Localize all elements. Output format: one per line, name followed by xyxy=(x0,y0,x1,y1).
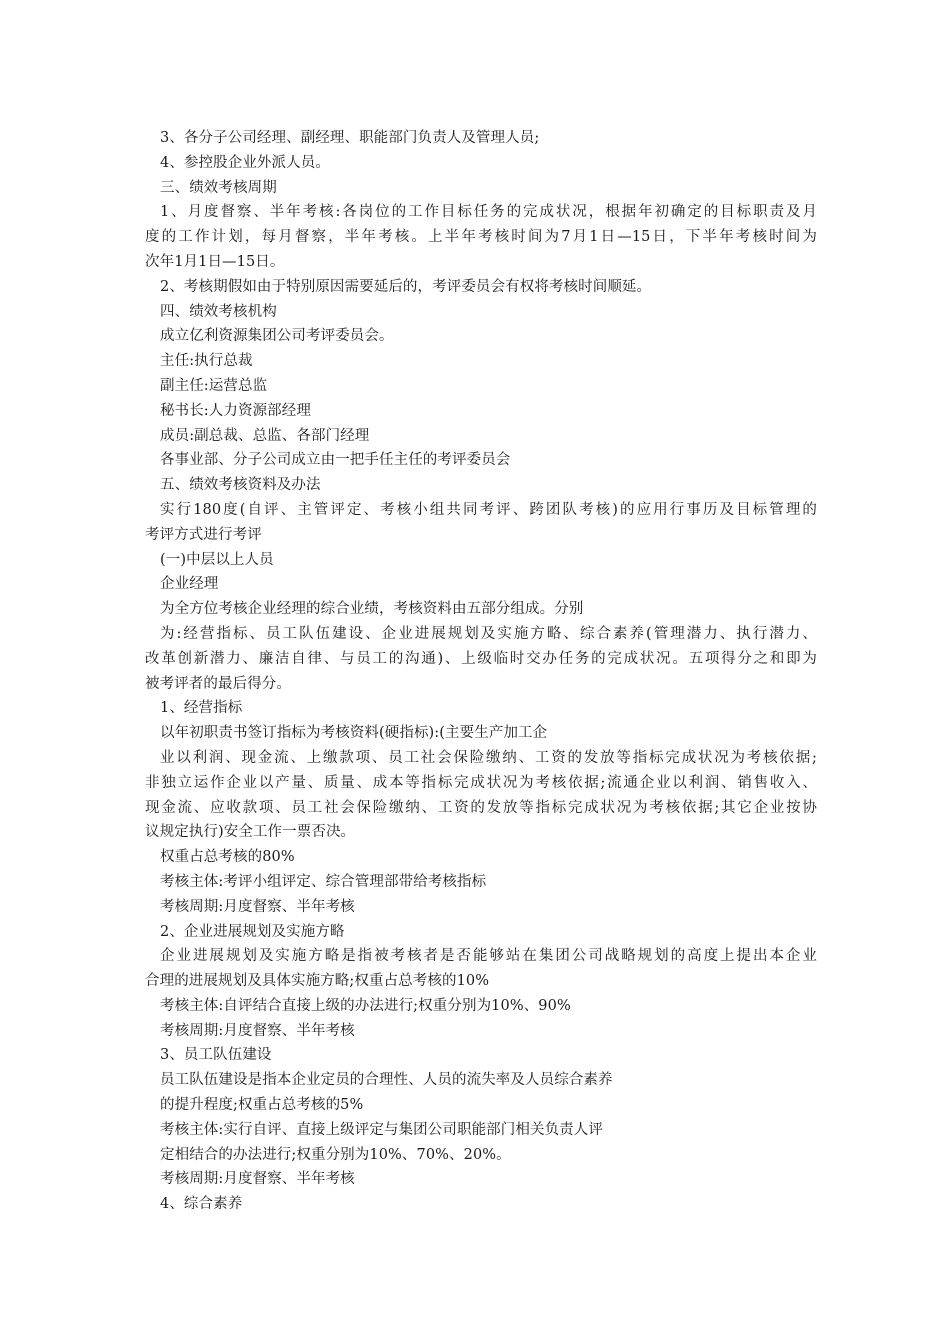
text-line: 业以利润、现金流、上缴款项、员工社会保险缴纳、工资的发放等指标完成状况为考核依据; xyxy=(160,749,817,766)
section-heading: 三、绩效考核周期 xyxy=(160,179,277,196)
text-line: 秘书长:人力资源部经理 xyxy=(160,402,311,419)
item-heading: 3、员工队伍建设 xyxy=(160,1047,272,1064)
section-heading: 四、绩效考核机构 xyxy=(160,303,277,320)
text-line: 次年1月1日—15日。 xyxy=(145,253,285,270)
text-line: 2、考核期假如由于特别原因需要延后的，考评委员会有权将考核时间顺延。 xyxy=(160,278,652,295)
text-line: 副主任:运营总监 xyxy=(160,377,268,394)
text-line: 考核周期:月度督察、半年考核 xyxy=(160,1171,355,1188)
text-line: 4、参控股企业外派人员。 xyxy=(160,154,330,171)
text-line: 各事业部、分子公司成立由一把手任主任的考评委员会 xyxy=(160,452,511,469)
section-heading: 五、绩效考核资料及办法 xyxy=(160,477,321,494)
text-line: 考核周期:月度督察、半年考核 xyxy=(160,1022,355,1039)
text-line: 定相结合的办法进行;权重分别为10%、70%、20%。 xyxy=(160,1146,511,1163)
text-line: 1、月度督察、半年考核:各岗位的工作目标任务的完成状况，根据年初确定的目标职责及月 xyxy=(160,204,817,221)
text-line: 企业进展规划及实施方略是指被考核者是否能够站在集团公司战略规划的高度上提出本企业 xyxy=(160,948,817,965)
text-line: 改革创新潜力、廉洁自律、与员工的沟通)、上级临时交办任务的完成状况。五项得分之和即为 xyxy=(145,650,817,667)
text-line: 考核主体:考评小组评定、综合管理部带给考核指标 xyxy=(160,873,487,890)
text-line: 企业经理 xyxy=(160,576,219,593)
text-line: 现金流、应收款项、员工社会保险缴纳、工资的发放等指标完成状况为考核依据;其它企业按协 xyxy=(145,799,817,816)
text-line: 以年初职责书签订指标为考核资料(硬指标):(主要生产加工企 xyxy=(160,725,548,742)
text-line: 被考评者的最后得分。 xyxy=(145,675,291,692)
text-line: 员工队伍建设是指本企业定员的合理性、人员的流失率及人员综合素养 xyxy=(160,1072,613,1089)
text-line: 实行180度(自评、主管评定、考核小组共同考评、跨团队考核)的应用行事历及目标管理的 xyxy=(160,501,817,518)
document-body xyxy=(145,126,817,1217)
item-heading: 4、综合素养 xyxy=(160,1196,243,1213)
text-line: 考核周期:月度督察、半年考核 xyxy=(160,898,355,915)
text-line: 3、各分子公司经理、副经理、职能部门负责人及管理人员; xyxy=(160,130,540,146)
text-line: 非独立运作企业以产量、质量、成本等指标完成状况为考核依据;流通企业以利润、销售收入、 xyxy=(145,774,817,791)
text-line: 成立亿利资源集团公司考评委员会。 xyxy=(160,328,394,345)
subsection-heading: (一)中层以上人员 xyxy=(160,551,274,568)
text-line: 合理的进展规划及具体实施方略;权重占总考核的10% xyxy=(145,973,490,990)
text-line: 议规定执行)安全工作一票否决。 xyxy=(145,824,356,841)
text-line: 考评方式进行考评 xyxy=(145,526,262,543)
item-heading: 2、企业进展规划及实施方略 xyxy=(160,923,345,940)
text-line: 考核主体:自评结合直接上级的办法进行;权重分别为10%、90% xyxy=(160,997,571,1014)
text-line: 考核主体:实行自评、直接上级评定与集团公司职能部门相关负责人评 xyxy=(160,1121,603,1138)
text-line: 为全方位考核企业经理的综合业绩，考核资料由五部分组成。分别 xyxy=(160,601,584,618)
text-line: 度的工作计划，每月督察，半年考核。上半年考核时间为7月1日—15日，下半年考核时间为 xyxy=(145,229,817,246)
text-line: 权重占总考核的80% xyxy=(160,849,295,866)
text-line: 成员:副总裁、总监、各部门经理 xyxy=(160,427,370,444)
item-heading: 1、经营指标 xyxy=(160,700,243,717)
text-line: 的提升程度;权重占总考核的5% xyxy=(160,1097,364,1114)
text-line: 为:经营指标、员工队伍建设、企业进展规划及实施方略、综合素养(管理潜力、执行潜力、 xyxy=(160,625,817,642)
text-line: 主任:执行总裁 xyxy=(160,353,253,370)
